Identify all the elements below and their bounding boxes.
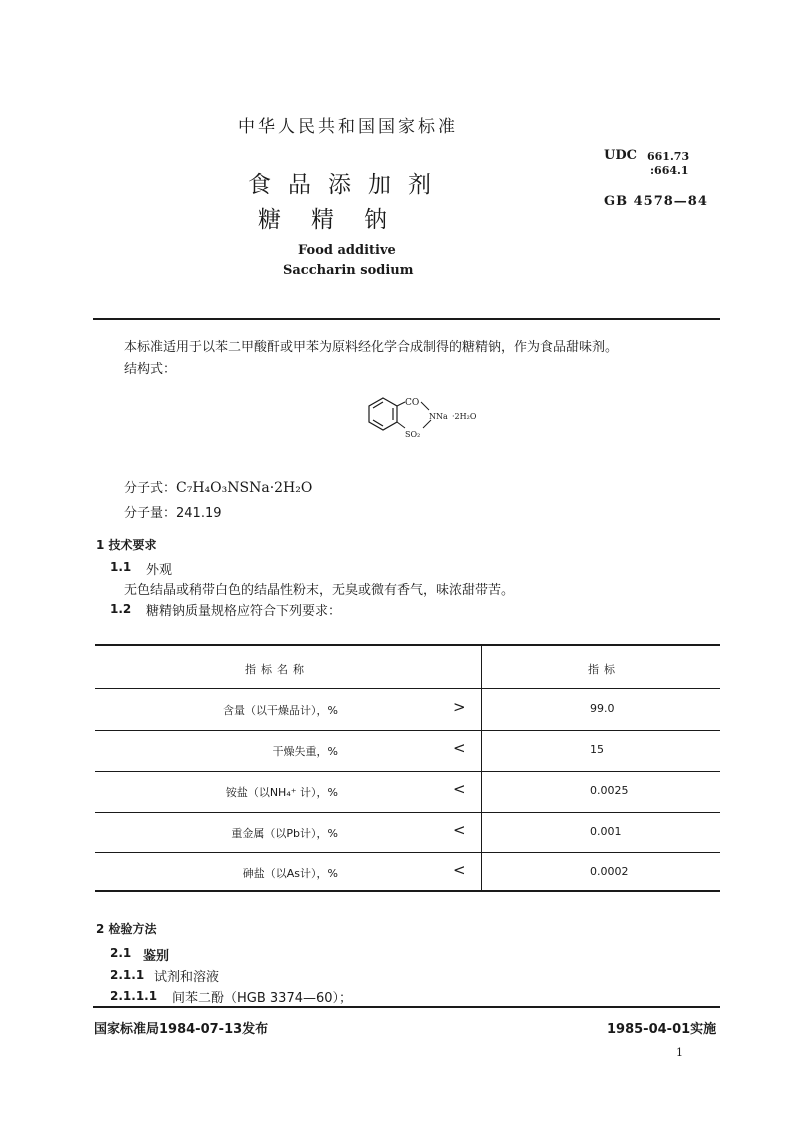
- row-value: 0.0025: [590, 784, 629, 797]
- issue-date: 国家标准局1984-07-13发布: [94, 1022, 269, 1037]
- row-operator: >: [453, 698, 466, 716]
- udc-label: UDC: [604, 148, 637, 163]
- section-2-1-title: 鉴别: [143, 949, 170, 964]
- table-row-divider: [95, 688, 720, 689]
- group-co: CO: [405, 398, 420, 408]
- table-row-divider: [95, 771, 720, 772]
- title-chinese-line1: 食品添加剂: [248, 172, 448, 198]
- table-row-divider: [95, 730, 720, 731]
- molecular-weight-value: 241.19: [176, 506, 222, 521]
- row-operator: <: [453, 861, 466, 879]
- gb-standard-code: GB 4578—84: [604, 194, 708, 209]
- specification-table: [95, 644, 720, 892]
- udc-code-line1: 661.73: [647, 150, 690, 163]
- group-hydrate: ·2H₂O: [452, 412, 477, 421]
- bond-co: [397, 402, 405, 406]
- section-1-2-number: 1.2: [110, 602, 132, 616]
- row-name: 干燥失重，%: [272, 745, 338, 758]
- row-value: 0.0002: [590, 865, 629, 878]
- benzene-ring: [369, 398, 397, 430]
- row-name: 砷盐（以As计），%: [242, 867, 338, 880]
- bond-so2-n: [423, 420, 431, 428]
- udc-code-line2: :664.1: [650, 164, 689, 177]
- structural-formula: [365, 390, 505, 450]
- row-operator: <: [453, 821, 466, 839]
- table-bottom-rule: [95, 890, 720, 892]
- section-1-2-title: 糖精钠质量规格应符合下列要求：: [146, 604, 342, 619]
- section-1-1-number: 1.1: [110, 560, 132, 574]
- section-2-1-1-1-number: 2.1.1.1: [110, 989, 158, 1003]
- section-2-heading: 2 检验方法: [96, 922, 157, 936]
- title-english-line1: Food additive: [298, 243, 396, 258]
- structure-label: 结构式：: [124, 362, 177, 377]
- molecular-weight-label: 分子量：: [124, 506, 177, 521]
- appearance-description: 无色结晶或稍带白色的结晶性粉末，无臭或微有香气，味浓甜带苦。: [124, 583, 515, 598]
- row-value: 0.001: [590, 825, 622, 838]
- table-top-rule: [95, 644, 720, 646]
- page-number: 1: [676, 1046, 683, 1059]
- section-2-1-1-1-text: 间苯二酚（HGB 3374—60）；: [172, 991, 353, 1006]
- effective-date: 1985-04-01实施: [607, 1022, 717, 1037]
- section-1-heading: 1 技术要求: [96, 538, 157, 552]
- section-2-1-1-number: 2.1.1: [110, 968, 145, 982]
- molecular-formula-row: [124, 477, 312, 496]
- molecular-formula-label: 分子式：: [124, 481, 177, 496]
- group-nna: NNa: [429, 412, 448, 421]
- title-english-line2: Saccharin sodium: [283, 263, 414, 278]
- table-column-divider: [481, 644, 482, 892]
- bond-so2: [397, 422, 405, 428]
- table-row-divider: [95, 812, 720, 813]
- column-header-name: 指标名称: [245, 663, 309, 676]
- section-2-1-number: 2.1: [110, 946, 132, 960]
- national-standard-label: 中华人民共和国国家标准: [238, 117, 458, 137]
- row-name: 含量（以干燥品计），%: [223, 704, 338, 717]
- footer-divider: [93, 1006, 720, 1008]
- row-value: 15: [590, 743, 604, 756]
- bond-co-n: [421, 402, 429, 410]
- molecular-formula-value: C₇H₄O₃NSNa·2H₂O: [176, 480, 313, 496]
- row-operator: <: [453, 780, 466, 798]
- row-name: 重金属（以Pb计），%: [231, 827, 338, 840]
- group-so2: SO₂: [405, 430, 421, 439]
- row-operator: <: [453, 739, 466, 757]
- section-1-1-title: 外观: [146, 563, 173, 578]
- scope-paragraph: 本标准适用于以苯二甲酸酐或甲苯为原料经化学合成制得的糖精钠，作为食品甜味剂。: [124, 340, 619, 355]
- table-row-divider: [95, 852, 720, 853]
- row-value: 99.0: [590, 702, 615, 715]
- title-chinese-line2: 糖精钠: [258, 207, 417, 233]
- molecular-weight-row: [124, 502, 222, 521]
- column-header-value: 指标: [588, 663, 620, 676]
- header-divider: [93, 318, 720, 320]
- section-2-1-1-title: 试剂和溶液: [154, 970, 220, 985]
- row-name: 铵盐（以NH₄⁺ 计），%: [225, 786, 338, 799]
